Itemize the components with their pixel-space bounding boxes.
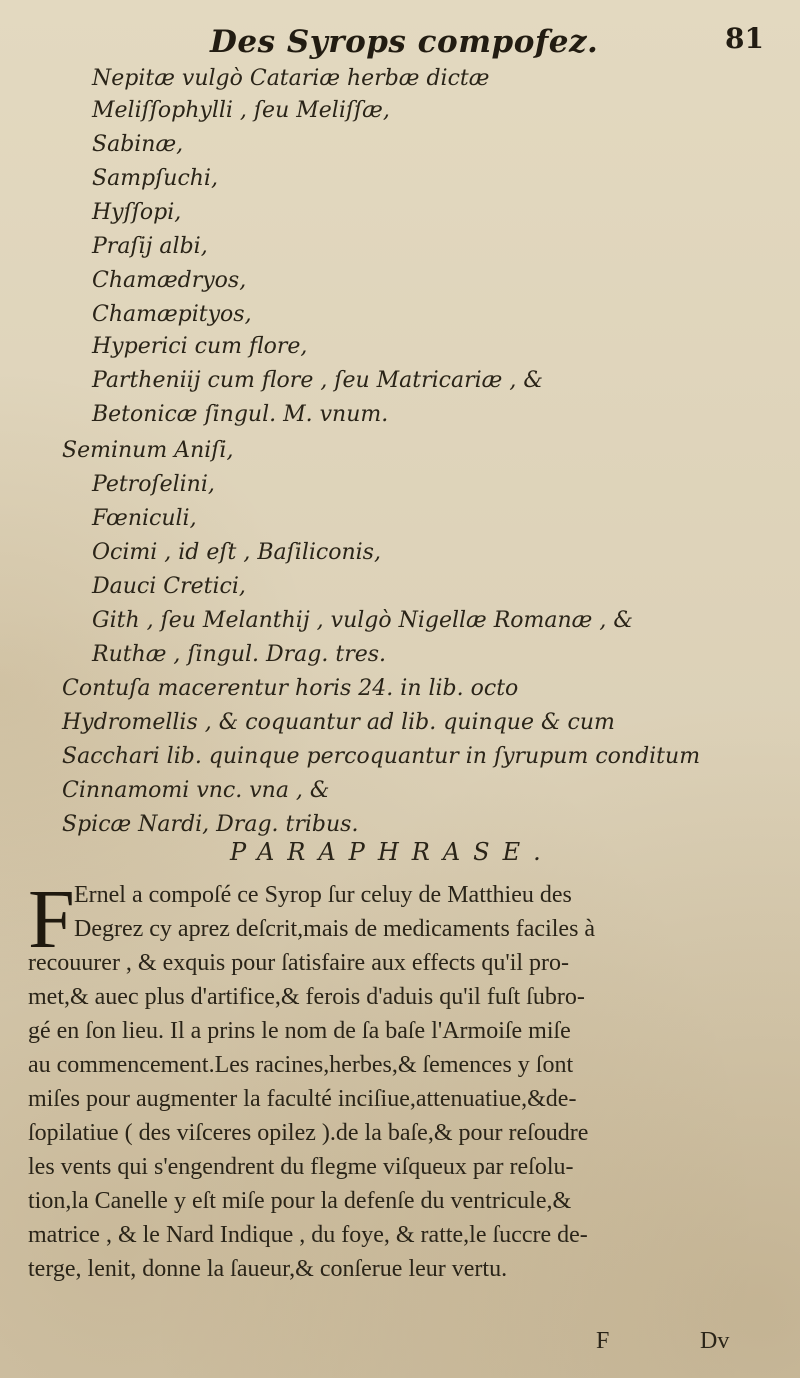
recipe-line: Hyſſopi,: [92, 200, 182, 225]
paragraph-line: Degrez cy aprez deſcrit,mais de medicaments faciles à: [74, 916, 596, 942]
recipe-line: Betonicæ ſingul. M. vnum.: [92, 402, 389, 427]
recipe-line: Chamædryos,: [92, 268, 247, 293]
recipe-line: Partheniij cum flore , ſeu Matricariæ , &: [92, 368, 543, 393]
catchword: Dv: [700, 1328, 730, 1354]
signature-mark: F: [596, 1328, 610, 1354]
paragraph-line: recouurer , & exquis pour ſatisfaire aux effects qu'il pro-: [28, 950, 570, 976]
page-header: [0, 14, 800, 74]
page-number: 81: [725, 22, 764, 55]
paragraph-line: miſes pour augmenter la faculté inciſiue,attenuatiue,&de-: [28, 1086, 577, 1112]
recipe-line: Ocimi , id eſt , Baſiliconis,: [92, 540, 381, 565]
recipe-line: Chamæpityos,: [92, 302, 252, 327]
paragraph-line: tion,la Canelle y eſt miſe pour la defenſe du ventricule,&: [28, 1188, 572, 1214]
recipe-line: Seminum Aniſi,: [62, 438, 234, 463]
paragraph-line: terge, lenit, donne la ſaueur,& conſerue leur vertu.: [28, 1256, 508, 1282]
recipe-line: Praſij albi,: [92, 234, 208, 259]
recipe-line: Sampſuchi,: [92, 166, 218, 191]
page-footer: [0, 1328, 800, 1368]
drop-cap: F: [28, 873, 75, 966]
recipe-line: Sabinæ,: [92, 132, 184, 157]
recipe-line: Nepitæ vulgò Catariæ herbæ dictæ: [92, 66, 490, 91]
running-head: Des Syrops compofez.: [210, 24, 599, 60]
recipe-line: Dauci Cretici,: [92, 574, 246, 599]
recipe-line: Ruthæ , ſingul. Drag. tres.: [92, 642, 387, 667]
recipe-line: Meliſſophylli , ſeu Meliſſæ,: [92, 98, 390, 123]
section-title: PARAPHRASE.: [230, 838, 554, 866]
paragraph-line: les vents qui s'engendrent du flegme viſqueux par reſolu-: [28, 1154, 574, 1180]
recipe-line: Spicæ Nardi, Drag. tribus.: [62, 812, 359, 837]
paragraph-line: ſopilatiue ( des viſceres opilez ).de la baſe,& pour reſoudre: [28, 1120, 589, 1146]
paragraph-line: Ernel a compoſé ce Syrop ſur celuy de Matthieu des: [74, 882, 572, 908]
recipe-line: Hyperici cum flore,: [92, 334, 308, 359]
recipe-line: Contuſa macerentur horis 24. in lib. octo: [62, 676, 519, 701]
recipe-line: Cinnamomi vnc. vna , &: [62, 778, 330, 803]
recipe-line: Sacchari lib. quinque percoquantur in ſyrupum conditum: [62, 744, 701, 769]
paragraph-line: gé en ſon lieu. Il a prins le nom de ſa baſe l'Armoiſe miſe: [28, 1018, 571, 1044]
recipe-line: Hydromellis , & coquantur ad lib. quinque & cum: [62, 710, 615, 735]
paragraph-line: met,& auec plus d'artifice,& ferois d'aduis qu'il fuſt ſubro-: [28, 984, 585, 1010]
recipe-line: Gith , ſeu Melanthij , vulgò Nigellæ Romanæ , &: [92, 608, 633, 633]
paragraph-line: matrice , & le Nard Indique , du foye, & ratte,le ſuccre de-: [28, 1222, 588, 1248]
recipe-line: Fœniculi,: [92, 506, 197, 531]
recipe-line: Petroſelini,: [92, 472, 215, 497]
paragraph-line: au commencement.Les racines,herbes,& ſemences y ſont: [28, 1052, 574, 1078]
